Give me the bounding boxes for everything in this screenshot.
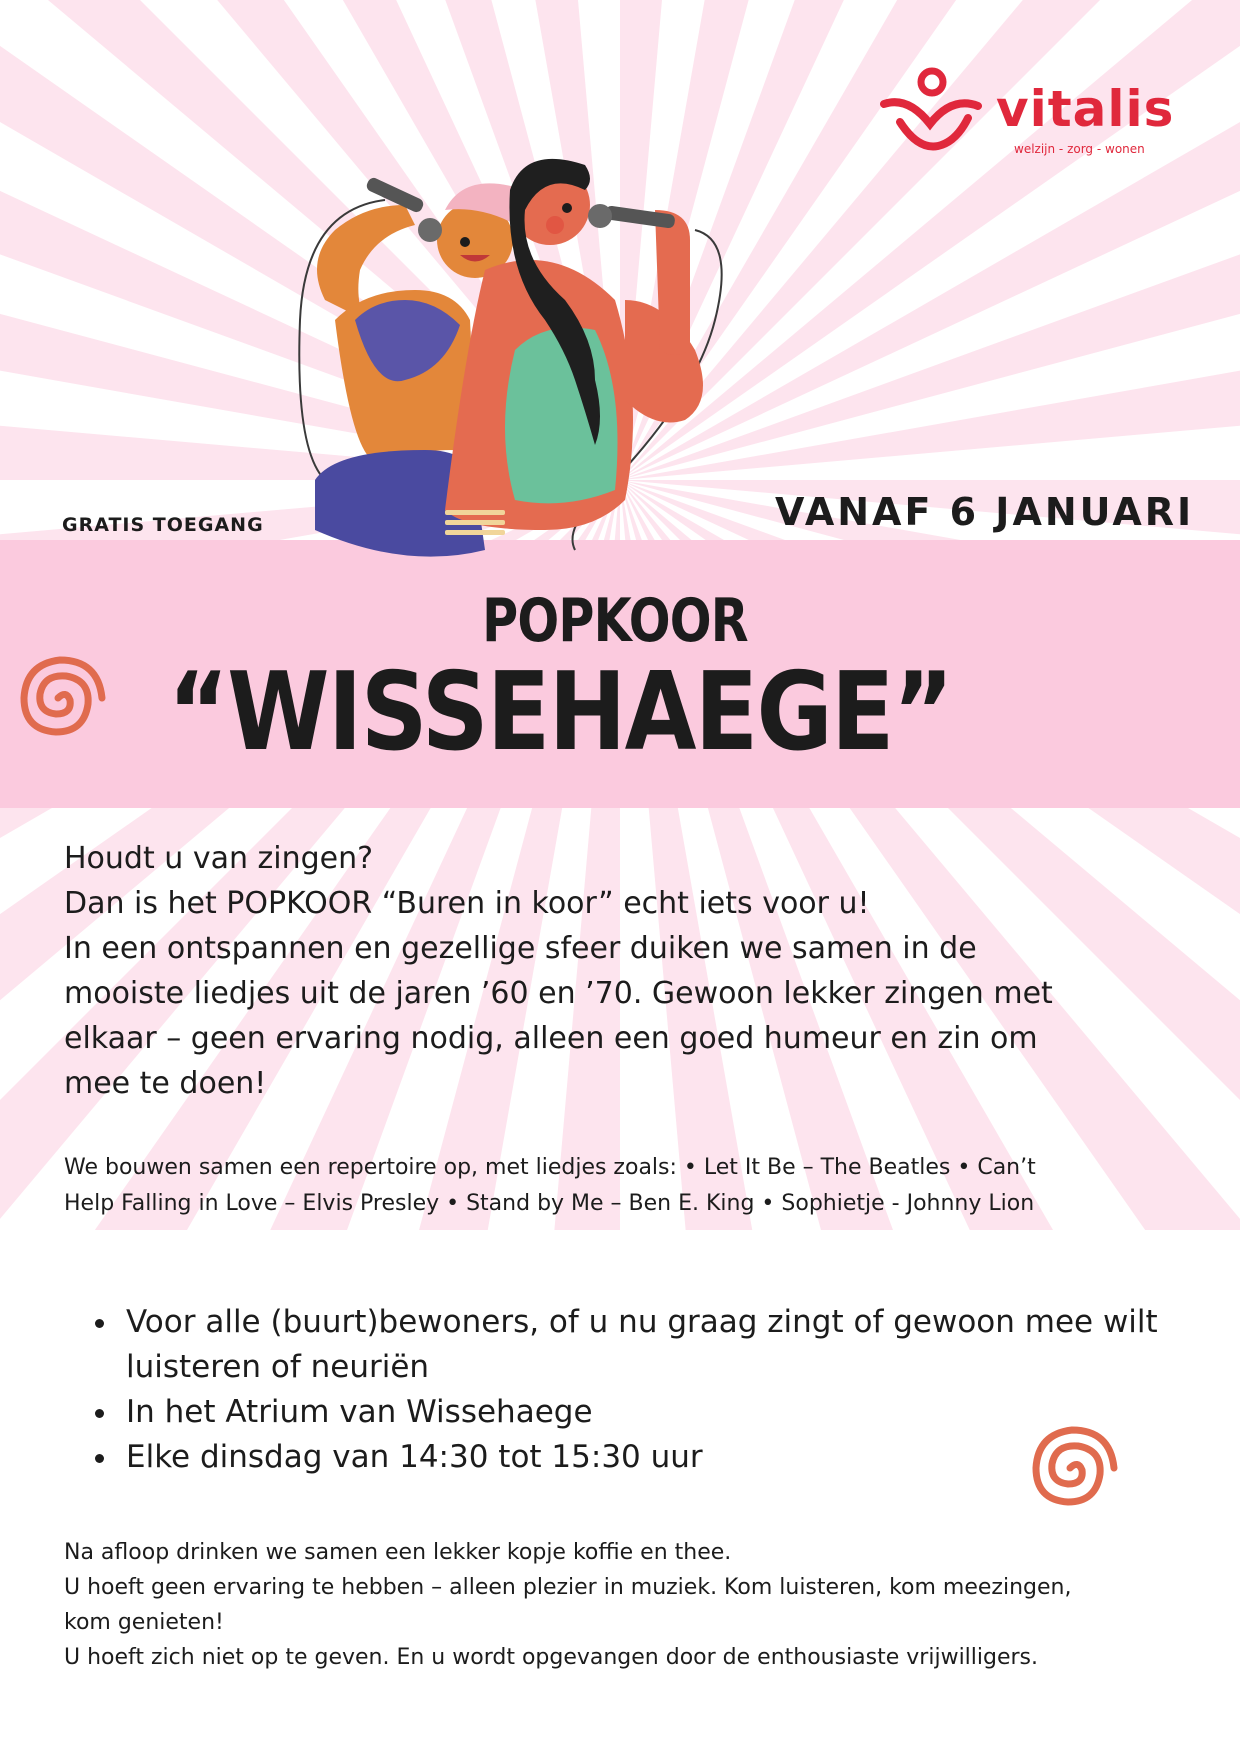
intro-text — [64, 836, 1184, 1106]
vitalis-logo — [878, 66, 1178, 166]
closing-line: U hoeft geen ervaring te hebben – alleen plezier in muziek. Kom luisteren, kom meezingen, — [64, 1575, 1072, 1600]
closing-line: Na afloop drinken we samen een lekker kopje koffie en thee. — [64, 1540, 732, 1565]
closing-line: U hoeft zich niet op te geven. En u wordt opgevangen door de enthousiaste vrijwilligers. — [64, 1645, 1039, 1670]
start-date-label: VANAF 6 JANUARI — [775, 490, 1195, 534]
intro-line: elkaar – geen ervaring nodig, alleen een goed humeur en zin om — [64, 1021, 1038, 1056]
title-line-2 — [0, 650, 1120, 775]
spiral-left — [8, 648, 108, 748]
wissehaege-heading: “WISSEHAEGE” — [167, 650, 953, 775]
intro-line: Houdt u van zingen? — [64, 841, 374, 876]
repertoire-text — [64, 1150, 1174, 1222]
singers-illustration — [295, 150, 815, 620]
repertoire-line: We bouwen samen een repertoire op, met liedjes zoals: • Let It Be – The Beatles • Can’t — [64, 1155, 1036, 1180]
intro-line: mee te doen! — [64, 1066, 267, 1101]
list-item: • In het Atrium van Wissehaege — [120, 1390, 1200, 1435]
repertoire-line: Help Falling in Love – Elvis Presley • Stand by Me – Ben E. King • Sophietje - Johnny Lion — [64, 1191, 1035, 1216]
popkoor-heading: POPKOOR — [482, 586, 748, 656]
title-line-1 — [0, 586, 1240, 656]
list-item: • Elke dinsdag van 14:30 tot 15:30 uur — [120, 1435, 1200, 1480]
list-item: • Voor alle (buurt)bewoners, of u nu graag zingt of gewoon mee wilt luisteren of neuriën — [120, 1300, 1200, 1390]
intro-line: Dan is het POPKOOR “Buren in koor” echt iets voor u! — [64, 886, 870, 921]
info-list — [84, 1300, 1200, 1480]
free-entry-label: GRATIS TOEGANG — [62, 514, 264, 536]
intro-line: mooiste liedjes uit de jaren ’60 en ’70. Gewoon lekker zingen met — [64, 976, 1053, 1011]
closing-line: kom genieten! — [64, 1610, 224, 1635]
brand-name: vitalis — [996, 80, 1175, 138]
closing-text — [64, 1535, 1204, 1675]
intro-line: In een ontspannen en gezellige sfeer duiken we samen in de — [64, 931, 977, 966]
spiral-icon — [8, 648, 108, 748]
brand-tagline: welzijn - zorg - wonen — [1014, 142, 1145, 156]
vitalis-logo-icon — [878, 66, 988, 156]
